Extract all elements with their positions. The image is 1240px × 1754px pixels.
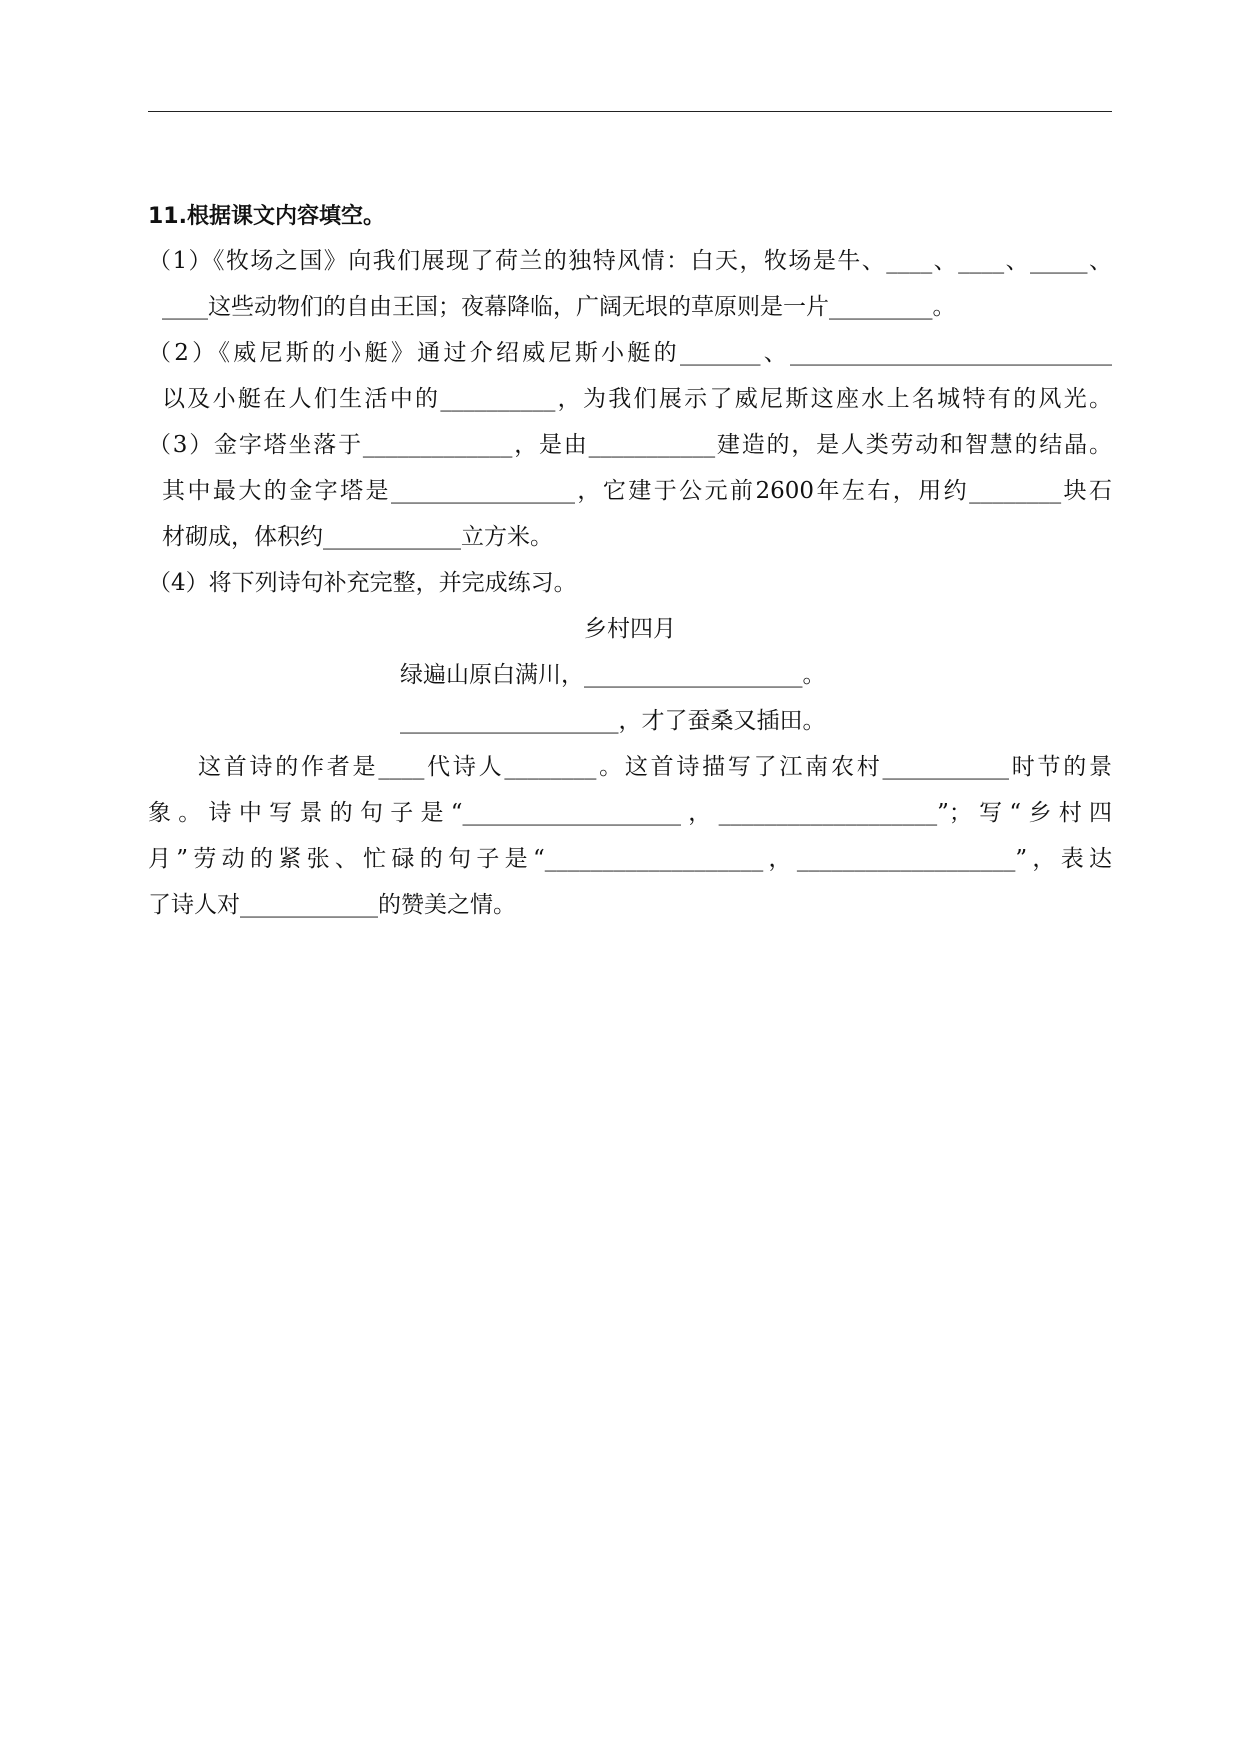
- exercise-line-1: 这首诗的作者是____代诗人________。这首诗描写了江南农村___________时节的景: [198, 754, 1112, 780]
- header-rule: [148, 111, 1112, 112]
- poem-title: 乡村四月: [584, 616, 676, 642]
- question-line-1: （1）《牧场之国》向我们展现了荷兰的独特风情：白天，牧场是牛、____、____、_____、: [148, 248, 1112, 274]
- exercise-line-4: 了诗人对____________的赞美之情。: [148, 892, 516, 918]
- poem-line-1: 绿遍山原白满川，___________________。: [400, 662, 826, 688]
- question-line-6: 其中最大的金字塔是________________，它建于公元前2600年左右，用约________块石: [162, 478, 1112, 504]
- question-title: 11.根据课文内容填空。: [148, 204, 385, 229]
- exercise-line-2: 象。诗中写景的句子是“___________________，___________________”；写“乡村四: [148, 800, 1112, 826]
- question-line-8: （4）将下列诗句补充完整，并完成练习。: [148, 570, 577, 596]
- question-line-2: ____这些动物们的自由王国；夜幕降临，广阔无垠的草原则是一片_________。: [162, 294, 956, 320]
- question-line-7: 材砌成，体积约____________立方米。: [162, 524, 553, 550]
- poem-line-2: ___________________，才了蚕桑又插田。: [400, 708, 826, 734]
- exercise-line-3: 月”劳动的紧张、忙碌的句子是“___________________，___________________”，表达: [148, 846, 1112, 872]
- question-line-4: 以及小艇在人们生活中的__________，为我们展示了威尼斯这座水上名城特有的风光。: [162, 386, 1112, 412]
- question-line-3: （2）《威尼斯的小艇》通过介绍威尼斯小艇的_______、____________________________: [148, 340, 1112, 366]
- question-line-5: （3）金字塔坐落于_____________，是由___________建造的，是人类劳动和智慧的结晶。: [148, 432, 1112, 458]
